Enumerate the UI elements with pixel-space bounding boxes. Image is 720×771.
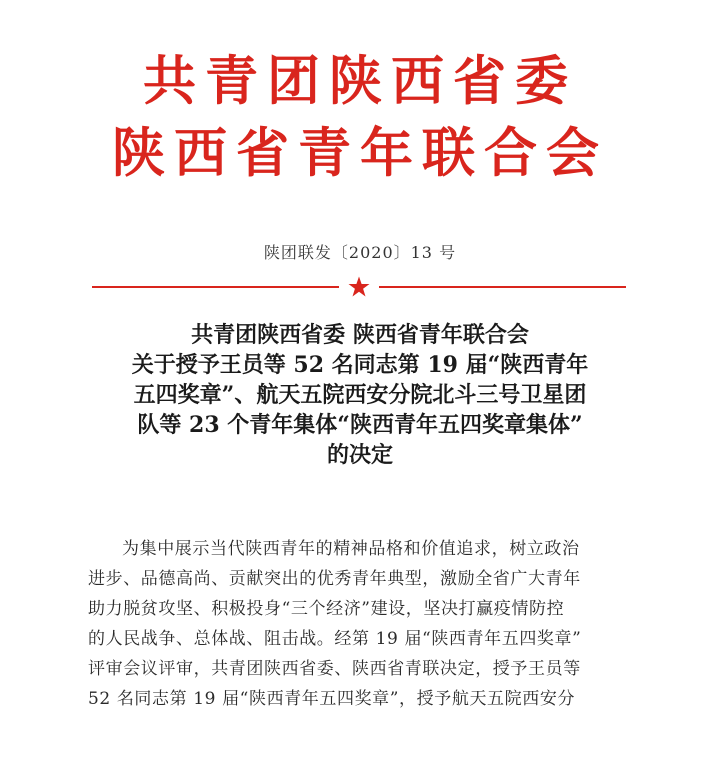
body-paragraph [88, 534, 636, 714]
body-line: 的人民战争、总体战、阻击战。经第 19 届“陕西青年五四奖章” [88, 629, 582, 649]
body-line: 为集中展示当代陕西青年的精神品格和价值追求，树立政治 [122, 539, 580, 559]
body-line: 52 名同志第 19 届“陕西青年五四奖章”，授予航天五院西安分 [88, 689, 576, 709]
title-line: 共青团陕西省委 陕西省青年联合会 [191, 322, 529, 348]
divider-line-left [92, 286, 339, 288]
document-number: 陕团联发〔2020〕13 号 [263, 243, 457, 262]
title-line: 关于授予王员等 52 名同志第 19 届“陕西青年 [131, 352, 589, 378]
issuer-name-line-1: 共青团陕西省委 [143, 51, 577, 112]
divider-line-right [379, 286, 626, 288]
title-line: 队等 23 个青年集体“陕西青年五四奖章集体” [137, 412, 583, 438]
red-divider [92, 276, 626, 298]
body-line: 评审会议评审，共青团陕西省委、陕西省青联决定，授予王员等 [88, 659, 581, 679]
issuer-name-line-2: 陕西省青年联合会 [112, 123, 608, 184]
title-line: 的决定 [326, 442, 393, 468]
body-line: 助力脱贫攻坚、积极投身“三个经济”建设，坚决打赢疫情防控 [88, 599, 565, 619]
title-line: 五四奖章”、航天五院西安分院北斗三号卫星团 [133, 382, 587, 408]
document-title [0, 320, 720, 470]
star-icon [348, 276, 370, 298]
body-line: 进步、品德高尚、贡献突出的优秀青年典型，激励全省广大青年 [88, 569, 581, 589]
